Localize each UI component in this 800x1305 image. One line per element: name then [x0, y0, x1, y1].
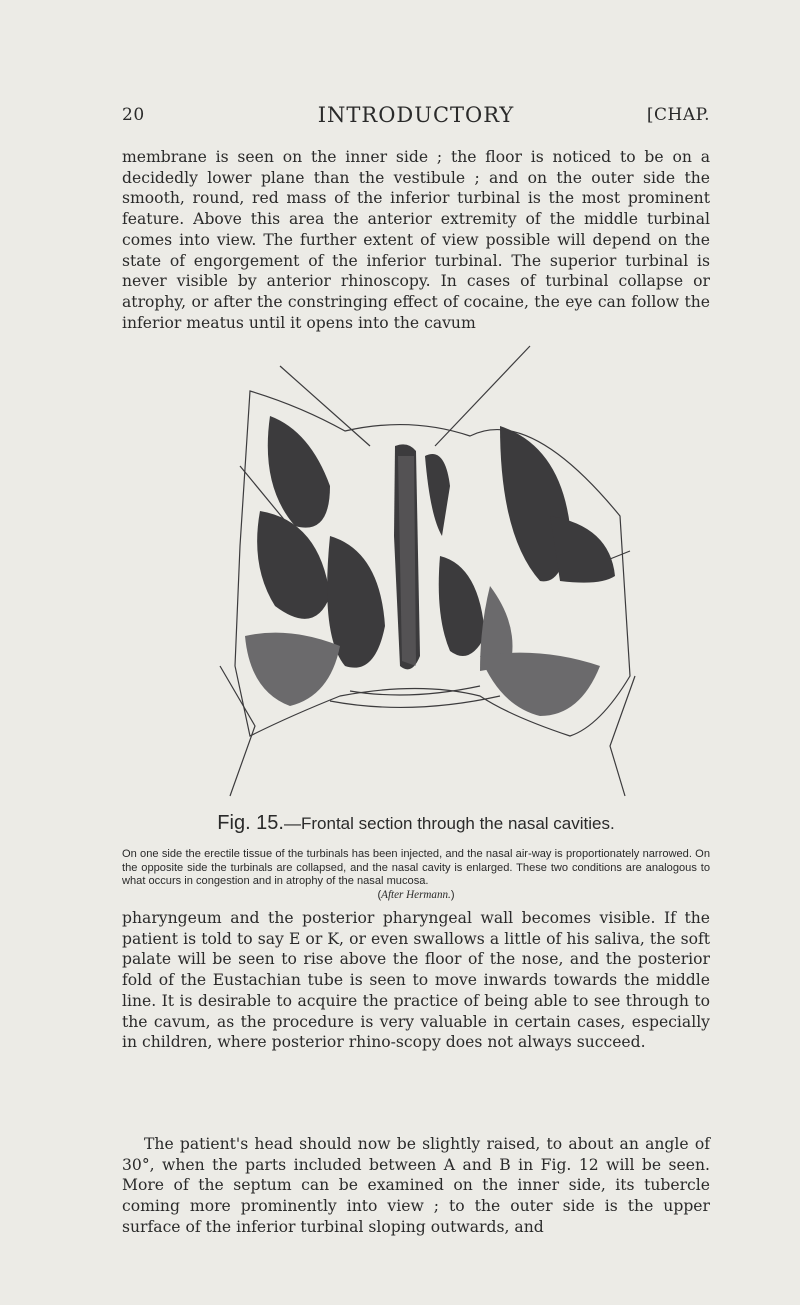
- palate-line: [330, 696, 500, 707]
- figure-title-text: —Frontal section through the nasal cavities.: [283, 814, 615, 833]
- chapter-label: [CHAP.: [646, 105, 710, 125]
- credit-open: (: [377, 888, 382, 901]
- outline-line: [610, 676, 635, 796]
- paragraph-2: pharyngeum and the posterior pharyngeal wall becomes visible. If the patient is told to say E or K, or even swallows a little of his saliva, the soft palate will be seen to rise above the floor of the nose, and the posterior fold of the Eustachian tube is seen to move inwards towards the middle line. It is desirable to acquire the practice of being able to see through to the cavum, as the procedure is very valuable in certain cases, especially in children, where posterior rhino-scopy does not always succeed.: [122, 909, 710, 1052]
- figure-illustration: [180, 336, 640, 800]
- right-inferior-turbinal: [439, 556, 485, 656]
- figure-credit: [122, 889, 710, 903]
- figure-label: Fig. 15.: [217, 812, 284, 834]
- nasal-floor-line: [350, 686, 480, 695]
- right-maxillary-wall: [550, 516, 615, 583]
- running-title: INTRODUCTORY: [317, 103, 515, 127]
- paragraph-3: The patient's head should now be slightly raised, to about an angle of 30°, when the parts included between A and B in Fig. 12 will be seen. More of the septum can be examined on the inner side, its tubercle coming more prominently into view ; to the outer side is the upper surface of the inferior turbinal sloping outwards, and: [122, 1135, 710, 1236]
- right-superior-turbinal: [425, 454, 450, 536]
- figure-credit-text: After Hermann.: [381, 888, 451, 901]
- nasal-section-illustration: [180, 336, 640, 800]
- page-header: [122, 103, 710, 129]
- figure-caption: [122, 848, 710, 902]
- outline-line: [220, 666, 255, 796]
- page-number: 20: [122, 105, 145, 125]
- figure-title: [122, 812, 710, 835]
- paragraph-1: membrane is seen on the inner side ; the floor is noticed to be on a decidedly lower plane than the vestibule ; and on the outer side the smooth, round, red mass of the inferior turbinal is the most prominent feature. Above this area the anterior extremity of the middle turbinal comes into view. The further extent of view possible will depend on the state of engorgement of the inferior turbinal. The superior turbinal is never visible by anterior rhinoscopy. In cases of turbinal collapse or atrophy, or after the constringing effect of cocaine, the eye can follow the inferior meatus until it opens into the cavum: [122, 148, 710, 332]
- left-middle-turbinal: [257, 511, 330, 619]
- credit-close: ): [450, 888, 455, 901]
- figure-caption-text: On one side the erectile tissue of the turbinals has been injected, and the nasal air-way is proportionately narrowed. On the opposite side the turbinals are collapsed, and the nasal cavity is enlarged. These two conditions are analogous to what occurs in congestion and in atrophy of the nasal mucosa.: [122, 848, 710, 887]
- left-floor-tissue: [245, 633, 340, 706]
